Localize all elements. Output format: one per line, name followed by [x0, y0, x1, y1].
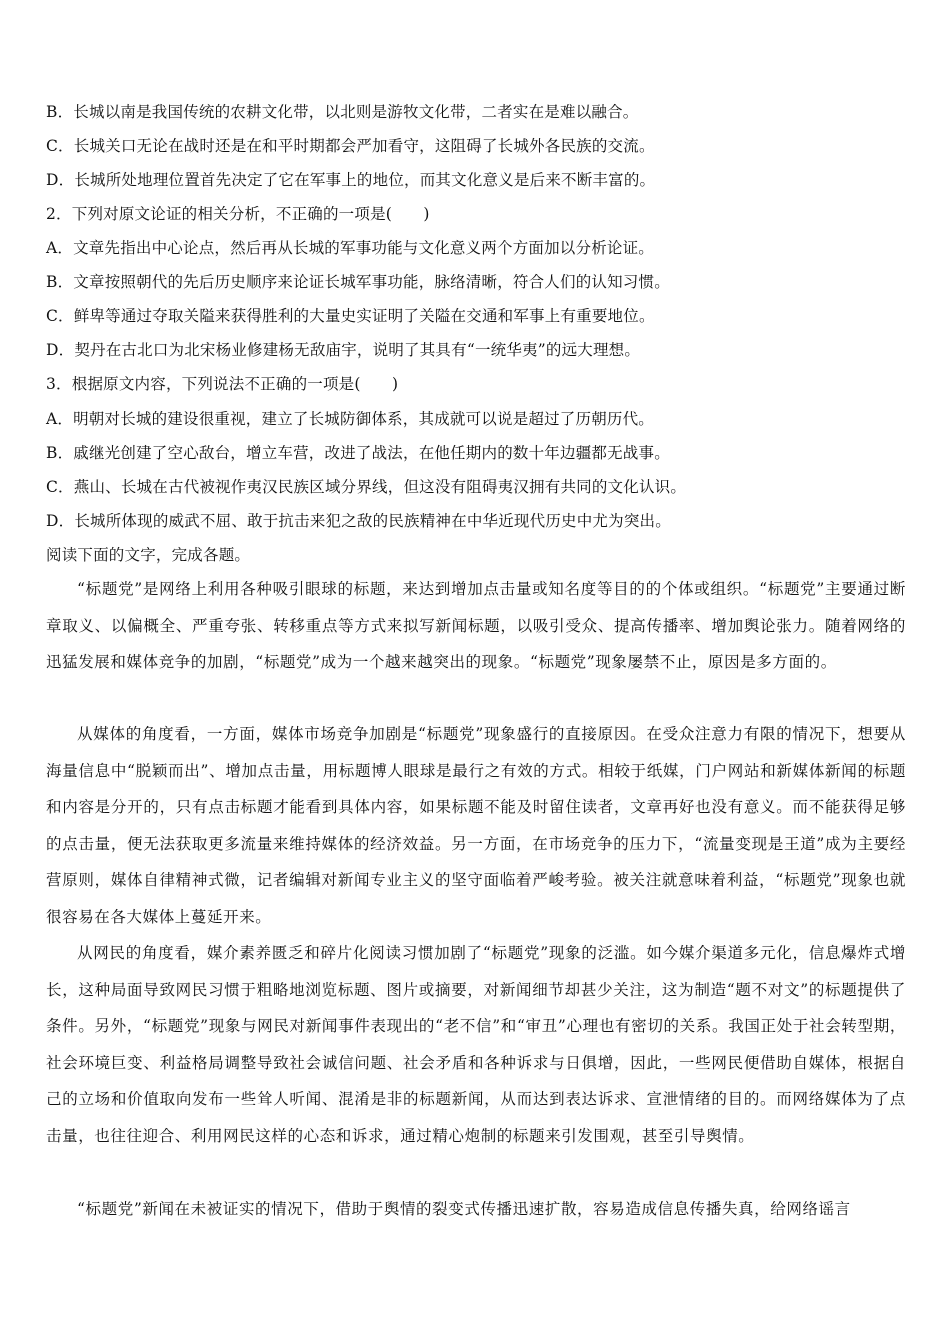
passage-paragraph-1: “标题党”是网络上利用各种吸引眼球的标题，来达到增加点击量或知名度等目的的个体或组织。“标题党”主要通过断章取义、以偏概全、严重夸张、转移重点等方式来拟写新闻标题，以吸引受众、提高传播率、增加舆论张力。随着网络的迅猛发展和媒体竞争的加剧，“标题党”成为一个越来越突出的现象。“标题党”现象屡禁不止，原因是多方面的。	[46, 580, 906, 671]
reading-instruction: 阅读下面的文字，完成各题。	[46, 546, 251, 564]
passage-paragraph-3: 从网民的角度看，媒介素养匮乏和碎片化阅读习惯加剧了“标题党”现象的泛滥。如今媒介渠道多元化，信息爆炸式增长，这种局面导致网民习惯于粗略地浏览标题、图片或摘要，对新闻细节却甚少关注，这为制造“题不对文”的标题提供了条件。另外，“标题党”现象与网民对新闻事件表现出的“老不信”和“审丑”心理也有密切的关系。我国正处于社会转型期，社会环境巨变、利益格局调整导致社会诚信问题、社会矛盾和各种诉求与日俱增，因此，一些网民便借助自媒体，根据自己的立场和价值取向发布一些耸人听闻、混淆是非的标题新闻，从而达到表达诉求、宣泄情绪的目的。而网络媒体为了点击量，也往往迎合、利用网民这样的心态和诉求，通过精心炮制的标题来引发围观，甚至引导舆情。	[46, 944, 906, 1145]
q1-option-b: B．长城以南是我国传统的农耕文化带，以北则是游牧文化带，二者实在是难以融合。	[46, 103, 639, 121]
q3-option-d: D．长城所体现的威武不屈、敢于抗击来犯之敌的民族精神在中华近现代历史中尤为突出。	[46, 512, 671, 530]
q1-option-c: C．长城关口无论在战时还是在和平时期都会严加看守，这阻碍了长城外各民族的交流。	[46, 137, 655, 155]
q2-option-c: C．鲜卑等通过夺取关隘来获得胜利的大量史实证明了关隘在交通和军事上有重要地位。	[46, 307, 655, 325]
q3-option-b: B．戚继光创建了空心敌台，增立车营，改进了战法，在他任期内的数十年边疆都无战事。	[46, 444, 670, 462]
passage-paragraph-4: “标题党”新闻在未被证实的情况下，借助于舆情的裂变式传播迅速扩散，容易造成信息传播失真，给网络谣言	[77, 1200, 851, 1218]
q3-option-a: A．明朝对长城的建设很重视，建立了长城防御体系，其成就可以说是超过了历朝历代。	[46, 410, 654, 428]
q2-option-a: A．文章先指出中心论点，然后再从长城的军事功能与文化意义两个方面加以分析论证。	[46, 239, 654, 257]
q3-option-c: C．燕山、长城在古代被视作夷汉民族区域分界线，但这没有阻碍夷汉拥有共同的文化认识。	[46, 478, 687, 496]
passage-paragraph-2: 从媒体的角度看，一方面，媒体市场竞争加剧是“标题党”现象盛行的直接原因。在受众注意力有限的情况下，想要从海量信息中“脱颖而出”、增加点击量，用标题博人眼球是最行之有效的方式。相较于纸媒，门户网站和新媒体新闻的标题和内容是分开的，只有点击标题才能看到具体内容，如果标题不能及时留住读者，文章再好也没有意义。而不能获得足够的点击量，便无法获取更多流量来维持媒体的经济效益。另一方面，在市场竞争的压力下，“流量变现是王道”成为主要经营原则，媒体自律精神式微，记者编辑对新闻专业主义的坚守面临着严峻考验。被关注就意味着利益，“标题党”现象也就很容易在各大媒体上蔓延开来。	[46, 725, 906, 926]
q2-stem: 2．下列对原文论证的相关分析，不正确的一项是( )	[46, 205, 430, 223]
q2-option-b: B．文章按照朝代的先后历史顺序来论证长城军事功能，脉络清晰，符合人们的认知习惯。	[46, 273, 670, 291]
q2-option-d: D．契丹在古北口为北宋杨业修建杨无敌庙宇，说明了其具有“一统华夷”的远大理想。	[46, 341, 641, 359]
q1-option-d: D．长城所处地理位置首先决定了它在军事上的地位，而其文化意义是后来不断丰富的。	[46, 171, 656, 189]
q3-stem: 3．根据原文内容，下列说法不正确的一项是( )	[46, 375, 399, 393]
